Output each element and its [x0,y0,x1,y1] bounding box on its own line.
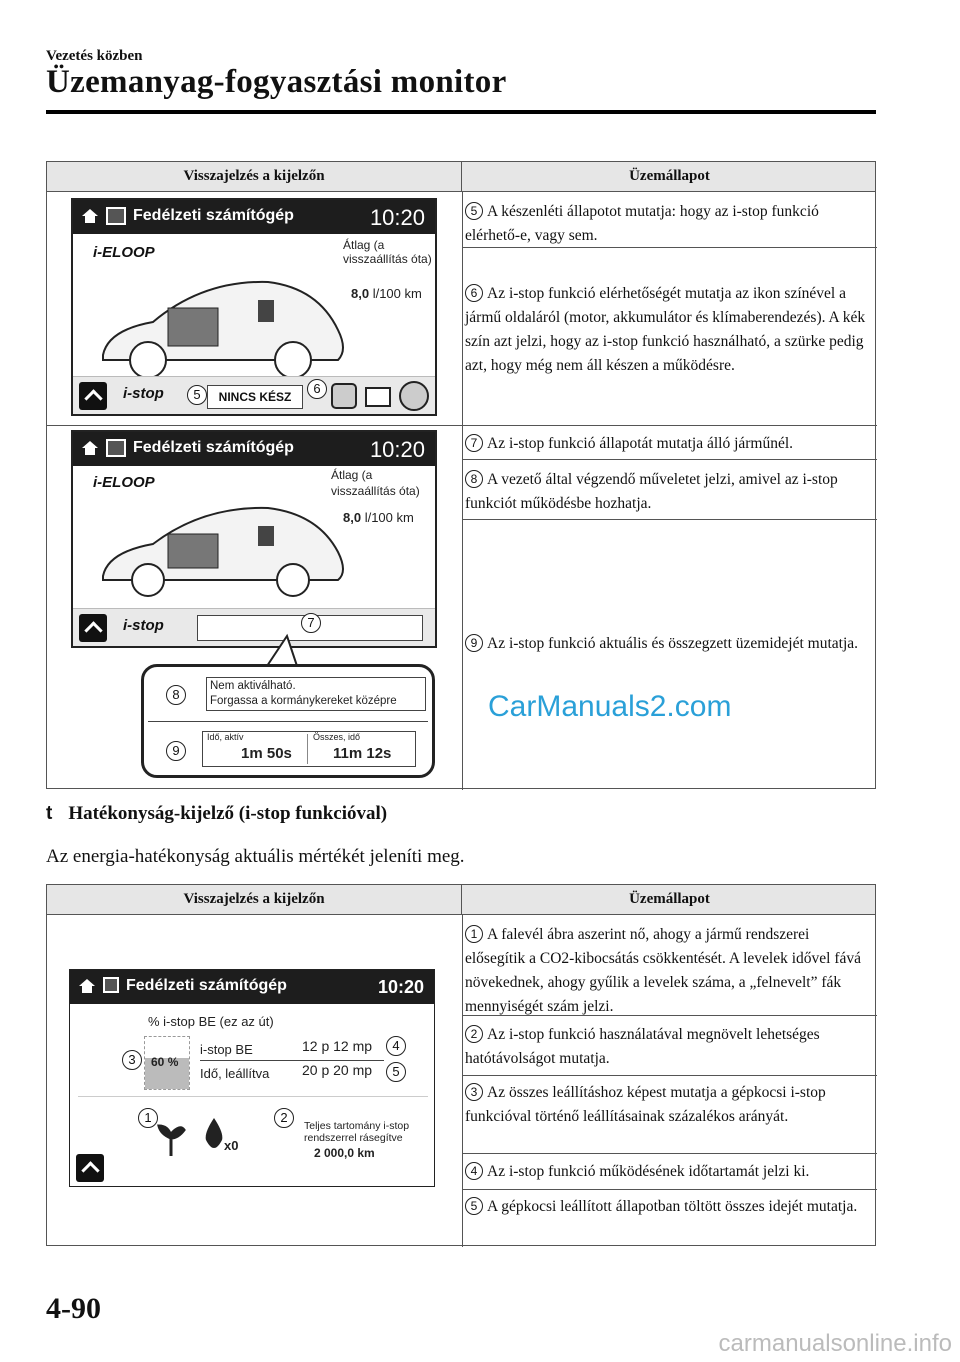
computer-icon [103,977,119,993]
callout-number: 4 [465,1162,483,1180]
row-text: A falevél ábra aszerint nő, ahogy a jármű rendszerei elősegítik a CO2-kibocsátás csökkentését. A levelek idővel fává növekednek, ahogy gyűlik a levelek száma, a „felnevelt” fák mennyiségét szám jelzi. [465,926,861,1016]
watermark: CarManuals2.com [488,690,732,723]
table-row [465,1160,873,1184]
callout-number: 5 [465,1197,483,1215]
status-text: NINCS KÉSZ [218,390,292,404]
col-state-header: Üzemállapot [629,168,710,184]
table-row [465,1023,873,1071]
callout-3: 3 [122,1050,142,1070]
table-1 [46,161,876,789]
battery-cells [168,534,218,568]
pct-gauge [144,1036,190,1090]
avg-unit: l/100 km [364,510,414,525]
row-text: Az i-stop funkció működésének időtartamát jelzi ki. [487,1163,810,1180]
divider [463,459,877,460]
car-illustration [93,488,353,598]
table-2 [46,884,876,1246]
message-line-1: Nem aktiválható. [210,680,296,692]
time-active-label: Idő, aktív [207,732,244,742]
range-value: 2 000,0 km [314,1146,375,1160]
clock: 10:20 [377,977,424,997]
stop-label: Idő, leállítva [200,1066,270,1081]
up-button[interactable] [76,1154,104,1182]
callout-7: 7 [301,613,321,633]
callout-number: 3 [465,1083,483,1101]
callout-number: 8 [465,470,483,488]
table-row [465,200,871,248]
callout-6: 6 [307,379,327,399]
table-row [465,632,871,656]
display-title: Fedélzeti számítógép [133,439,294,456]
row-text: Az i-stop funkció aktuális és összegzett üzemidejét mutatja. [487,635,859,652]
avg-unit: l/100 km [372,286,422,301]
site-watermark: carmanualsonline.info [718,1330,952,1357]
section-header: Vezetés közben [46,48,143,64]
avg-reading [351,286,422,301]
divider [462,192,463,790]
callout-number: 5 [465,202,483,220]
row-text: Az összes leállításhoz képest mutatja a gépkocsi i-stop funkcióval történő leállításainak százalékos arányát. [465,1084,826,1126]
time-active-value: 1m 50s [241,745,292,762]
col-state-header: Üzemállapot [629,891,710,907]
row-text: Az i-stop funkció használatával megnövelt lehetséges hatótávolságot mutatja. [465,1026,820,1068]
table-row [465,1081,873,1129]
row-text: A készenléti állapotot mutatja: hogy az i-stop funkció elérhető-e, vagy sem. [465,203,819,245]
status-box [207,385,303,409]
table-row [465,923,873,1019]
eloop-logo: i-ELOOP [93,244,155,261]
computer-icon [106,439,126,457]
divider [463,1189,877,1190]
table-row [465,1195,873,1219]
pct-number: 60 [151,1055,165,1069]
up-button[interactable] [79,614,107,642]
time-box-divider [307,734,308,764]
stop-value: 20 p 20 mp [302,1062,373,1078]
avg-value: 8,0 [343,510,362,525]
col-display-header: Visszajelzés a kijelzőn [47,885,462,914]
avg-value: 8,0 [351,286,370,301]
row-text: Az i-stop funkció állapotát mutatja álló járműnél. [487,435,794,452]
callout-number: 2 [465,1025,483,1043]
climate-icon [399,381,429,411]
title-rule [46,110,876,114]
callout-bubble [141,664,435,778]
table-1-header [47,162,875,192]
subsection-title: Hatékonyság-kijelző (i-stop funkcióval) [68,803,388,824]
display-title-bar [73,200,435,234]
clock: 10:20 [369,437,425,462]
engine-icon [331,383,357,409]
row-text: Az i-stop funkció elérhetőségét mutatja az ikon színével a jármű oldaláról (motor, akkumulátor és klímaberendezés). A kék szín azt jelzi, hogy az i-stop funkció használható, a szürke pedig azt, hogy még nem áll készen a működésre. [465,285,866,375]
table-row [465,432,871,456]
sprout-icon [156,1120,186,1156]
callout-9: 9 [166,741,186,761]
car-illustration [93,260,353,380]
clock: 10:20 [369,205,425,230]
time-total-value: 11m 12s [333,745,392,762]
avg-reading [343,510,414,525]
callout-5: 5 [187,385,207,405]
row-text: A gépkocsi leállított állapotban töltött összes idejét mutatja. [487,1198,858,1215]
on-value: 12 p 12 mp [302,1038,373,1054]
range-label-2: rendszerrel rásegítve [304,1132,403,1144]
engine-block [258,300,274,322]
callout-4: 4 [386,1036,406,1056]
range-label-1: Teljes tartomány i-stop [304,1120,410,1132]
table-row [465,468,871,516]
table-row [465,282,871,378]
avg-label: Átlag (a visszaállítás óta) [331,468,420,498]
callout-2: 2 [274,1108,294,1128]
up-button[interactable] [79,382,107,410]
row-text: A vezető által végzendő műveletet jelzi, amivel az i-stop funkciót működésbe hozhatja. [465,471,838,513]
trees-count: x0 [224,1138,239,1153]
time-box [202,731,416,767]
computer-icon [106,207,126,225]
subsection-intro: Az energia-hatékonyság aktuális mértékét jeleníti meg. [46,846,465,867]
callout-number: 6 [465,284,483,302]
table-2-header [47,885,875,915]
divider [47,425,877,426]
callout-number: 7 [465,434,483,452]
display-title-bar [73,432,435,466]
eloop-logo: i-ELOOP [93,474,155,491]
callout-1: 1 [138,1108,158,1128]
callout-number: 1 [465,925,483,943]
separator [78,1096,428,1097]
message-line-2: Forgassa a kormánykereket középre [210,694,397,707]
divider [463,519,877,520]
time-total-label: Összes, idő [313,732,361,742]
istop-logo: i-stop [123,385,164,402]
display-title: Fedélzeti számítógép [126,977,287,994]
page-title: Üzemanyag-fogyasztási monitor [46,64,507,100]
display-b [71,430,437,648]
callout-8: 8 [166,685,186,705]
home-icon [81,208,99,224]
home-icon [78,978,96,994]
on-label: i-stop BE [200,1042,253,1057]
bubble-divider [148,721,428,722]
pct-label: % i-stop BE (ez az út) [148,1014,274,1029]
engine-block [258,526,274,546]
subsection-bullet: t [46,803,53,824]
display-bottom-bar [73,608,435,646]
callout-number: 9 [465,634,483,652]
display-bottom-bar [73,376,435,414]
display-a [71,198,437,416]
battery-icon [365,387,391,407]
pct-value: 60 % [151,1055,179,1069]
callout-pointer [257,632,317,666]
col-display-header: Visszajelzés a kijelzőn [47,162,462,191]
callout-5: 5 [386,1062,406,1082]
divider [463,1075,877,1076]
separator [200,1060,384,1061]
home-icon [81,440,99,456]
subsection-heading [46,803,387,825]
message-box [206,677,426,711]
avg-label: Átlag (a visszaállítás óta) [343,238,432,267]
divider [463,1153,877,1154]
display-title-bar [70,970,434,1004]
istop-logo: i-stop [123,617,164,634]
display-c [69,969,435,1187]
battery-cells [168,308,218,346]
display-title: Fedélzeti számítógép [133,207,294,224]
leaf-icon [204,1118,224,1148]
page-number: 4-90 [46,1292,101,1325]
divider [462,915,463,1247]
